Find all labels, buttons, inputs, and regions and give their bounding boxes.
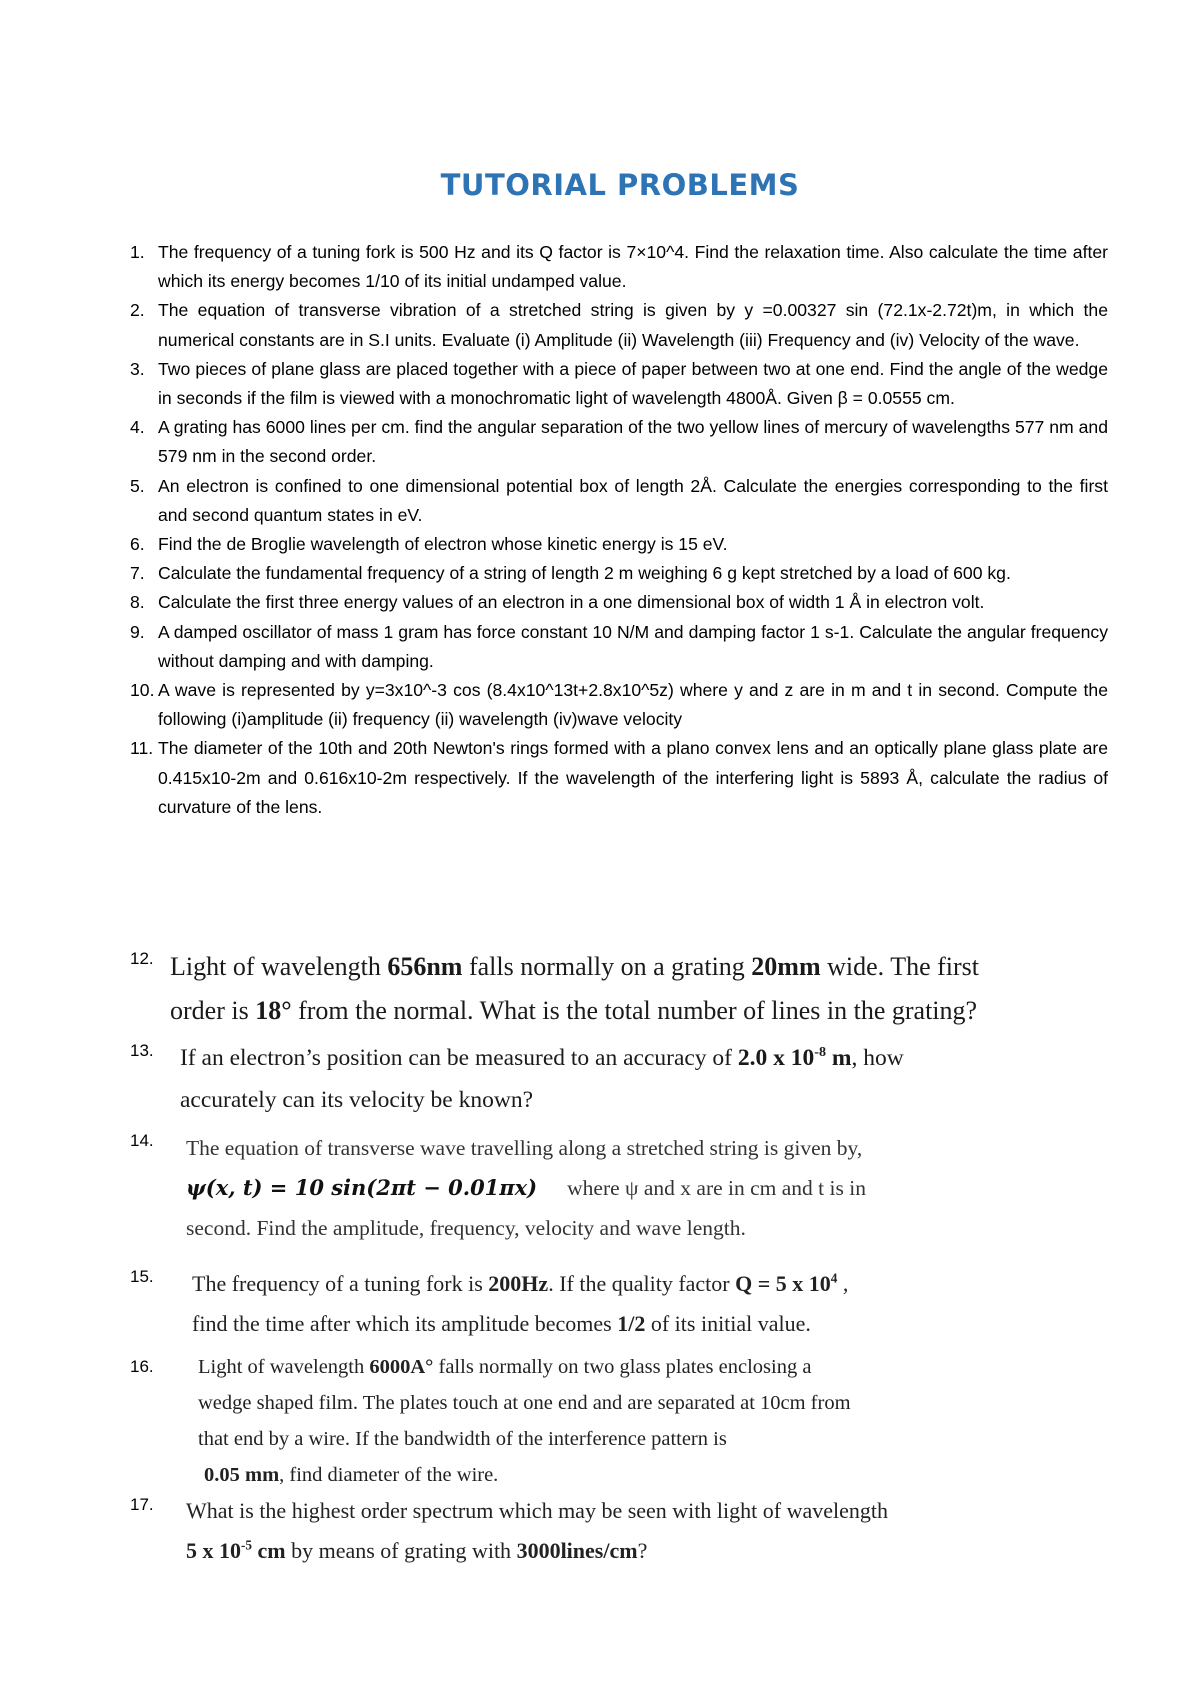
problem-17 <box>130 1491 1090 1571</box>
wave-equation: ψ(x, t) = 10 sin(2πt − 0.01πx) <box>186 1175 538 1200</box>
problem-14-line-3: second. Find the amplitude, frequency, velocity and wave length. <box>186 1216 746 1240</box>
problem-14-line-1: The equation of transverse wave travelling along a stretched string is given by, <box>186 1136 863 1160</box>
list-item <box>130 296 1108 354</box>
item-number: 5. <box>130 475 145 496</box>
list-item <box>130 413 1108 471</box>
list-item <box>130 472 1108 530</box>
problem-16-line-4: 0.05 mm, find diameter of the wire. <box>204 1464 499 1486</box>
problem-16-line-2: wedge shaped film. The plates touch at one end and are separated at 10cm from <box>198 1392 851 1414</box>
item-text: A damped oscillator of mass 1 gram has force constant 10 N/M and damping factor 1 s-1. Calculate the angular frequency without damping and with damping. <box>158 621 1108 671</box>
item-text: Calculate the fundamental frequency of a string of length 2 m weighing 6 g kept stretched by a load of 600 kg. <box>158 563 1011 584</box>
list-item <box>130 355 1108 413</box>
list-item <box>130 618 1108 676</box>
item-number: 10. <box>130 680 155 701</box>
item-text: Two pieces of plane glass are placed together with a piece of paper between two at one end. Find the angle of the wedge in seconds if the film is viewed with a monochromatic light of wavelength 4800Å. Given β = 0.0555 cm. <box>158 358 1108 409</box>
problem-16 <box>130 1349 1090 1489</box>
problem-16-line-3: that end by a wire. If the bandwidth of the interference pattern is <box>198 1428 727 1450</box>
list-item <box>130 734 1108 822</box>
problem-13-line-2: accurately can its velocity be known? <box>180 1087 534 1113</box>
item-number: 1. <box>130 242 145 262</box>
item-number: 14. <box>130 1131 154 1150</box>
problem-15 <box>130 1264 1090 1344</box>
problem-14 <box>130 1128 1090 1248</box>
problem-12-line-2: order is 18° from the normal. What is the total number of lines in the grating? <box>170 996 978 1025</box>
item-number: 13. <box>130 1041 154 1060</box>
problem-17-line-1: What is the highest order spectrum which may be seen with light of wavelength <box>186 1498 888 1523</box>
item-number: 16. <box>130 1357 154 1376</box>
problem-13-line-1: If an electron’s position can be measured to an accuracy of 2.0 x $10^{-8}$ m, how <box>180 1044 904 1071</box>
item-number: 8. <box>130 592 145 613</box>
list-item <box>130 676 1108 734</box>
page-title: TUTORIAL PROBLEMS <box>440 168 800 202</box>
problem-12-line-1: Light of wavelength 656nm falls normally on a grating 20mm wide. The first <box>170 952 979 981</box>
problem-12 <box>130 945 1090 1040</box>
item-number: 11. <box>130 738 154 759</box>
list-item <box>130 559 1108 588</box>
item-number: 15. <box>130 1267 154 1286</box>
item-text: Find the de Broglie wavelength of electron whose kinetic energy is 15 eV. <box>158 534 728 555</box>
list-item <box>130 238 1108 296</box>
problem-list <box>130 238 1108 822</box>
item-text: An electron is confined to one dimensional potential box of length 2Å. Calculate the energies corresponding to the first and second quantum states in eV. <box>158 475 1108 525</box>
item-text: The frequency of a tuning fork is 500 Hz and its Q factor is 7×10^4. Find the relaxation time. Also calculate the time after which its energy becomes 1/10 of its initial undamped value. <box>158 242 1108 292</box>
problem-17-line-2: 5 x $10^{-5}$ cm by means of grating with 3000lines/cm? <box>186 1537 648 1563</box>
problem-14-line-2: ψ(x, t) = 10 sin(2πt − 0.01πx) where ψ and x are in cm and t is in <box>186 1175 866 1200</box>
item-text: The equation of transverse vibration of a stretched string is given by y =0.00327 sin (72.1x-2.72t)m, in which the numerical constants are in S.I units. Evaluate (i) Amplitude (ii) Wavelength (iii) Frequency and (iv) Velocity of the wave. <box>158 300 1108 350</box>
item-number: 2. <box>130 300 145 321</box>
problem-16-line-1: Light of wavelength 6000A° falls normally on two glass plates enclosing a <box>198 1356 812 1378</box>
item-number: 4. <box>130 417 145 438</box>
item-number: 7. <box>130 563 145 584</box>
list-item <box>130 588 1108 617</box>
item-text: The diameter of the 10th and 20th Newton's rings formed with a plano convex lens and an optically plane glass plate are 0.415x10-2m and 0.616x10-2m respectively. If the wavelength of the interfering light is 5893 Å, calculate the radius of curvature of the lens. <box>158 738 1108 817</box>
list-item <box>130 530 1108 559</box>
item-number: 9. <box>130 621 145 642</box>
problem-15-line-2: find the time after which its amplitude becomes 1/2 of its initial value. <box>192 1311 811 1336</box>
item-text: A wave is represented by y=3x10^-3 cos (8.4x10^13t+2.8x10^5z) where y and z are in m and t in second. Compute the following (i)amplitude (ii) frequency (ii) wavelength (iv)wave velocity <box>158 680 1108 730</box>
problem-15-line-1: The frequency of a tuning fork is 200Hz. If the quality factor Q = 5 x $10^4$ , <box>192 1270 849 1296</box>
item-text: A grating has 6000 lines per cm. find the angular separation of the two yellow lines of mercury of wavelengths 577 nm and 579 nm in the second order. <box>158 417 1108 467</box>
item-text: Calculate the first three energy values of an electron in a one dimensional box of width 1 Å in electron volt. <box>158 592 985 613</box>
item-number: 6. <box>130 534 145 555</box>
problem-13 <box>130 1037 1090 1127</box>
item-number: 12. <box>130 949 154 968</box>
item-number: 3. <box>130 358 145 379</box>
item-number: 17. <box>130 1495 154 1514</box>
